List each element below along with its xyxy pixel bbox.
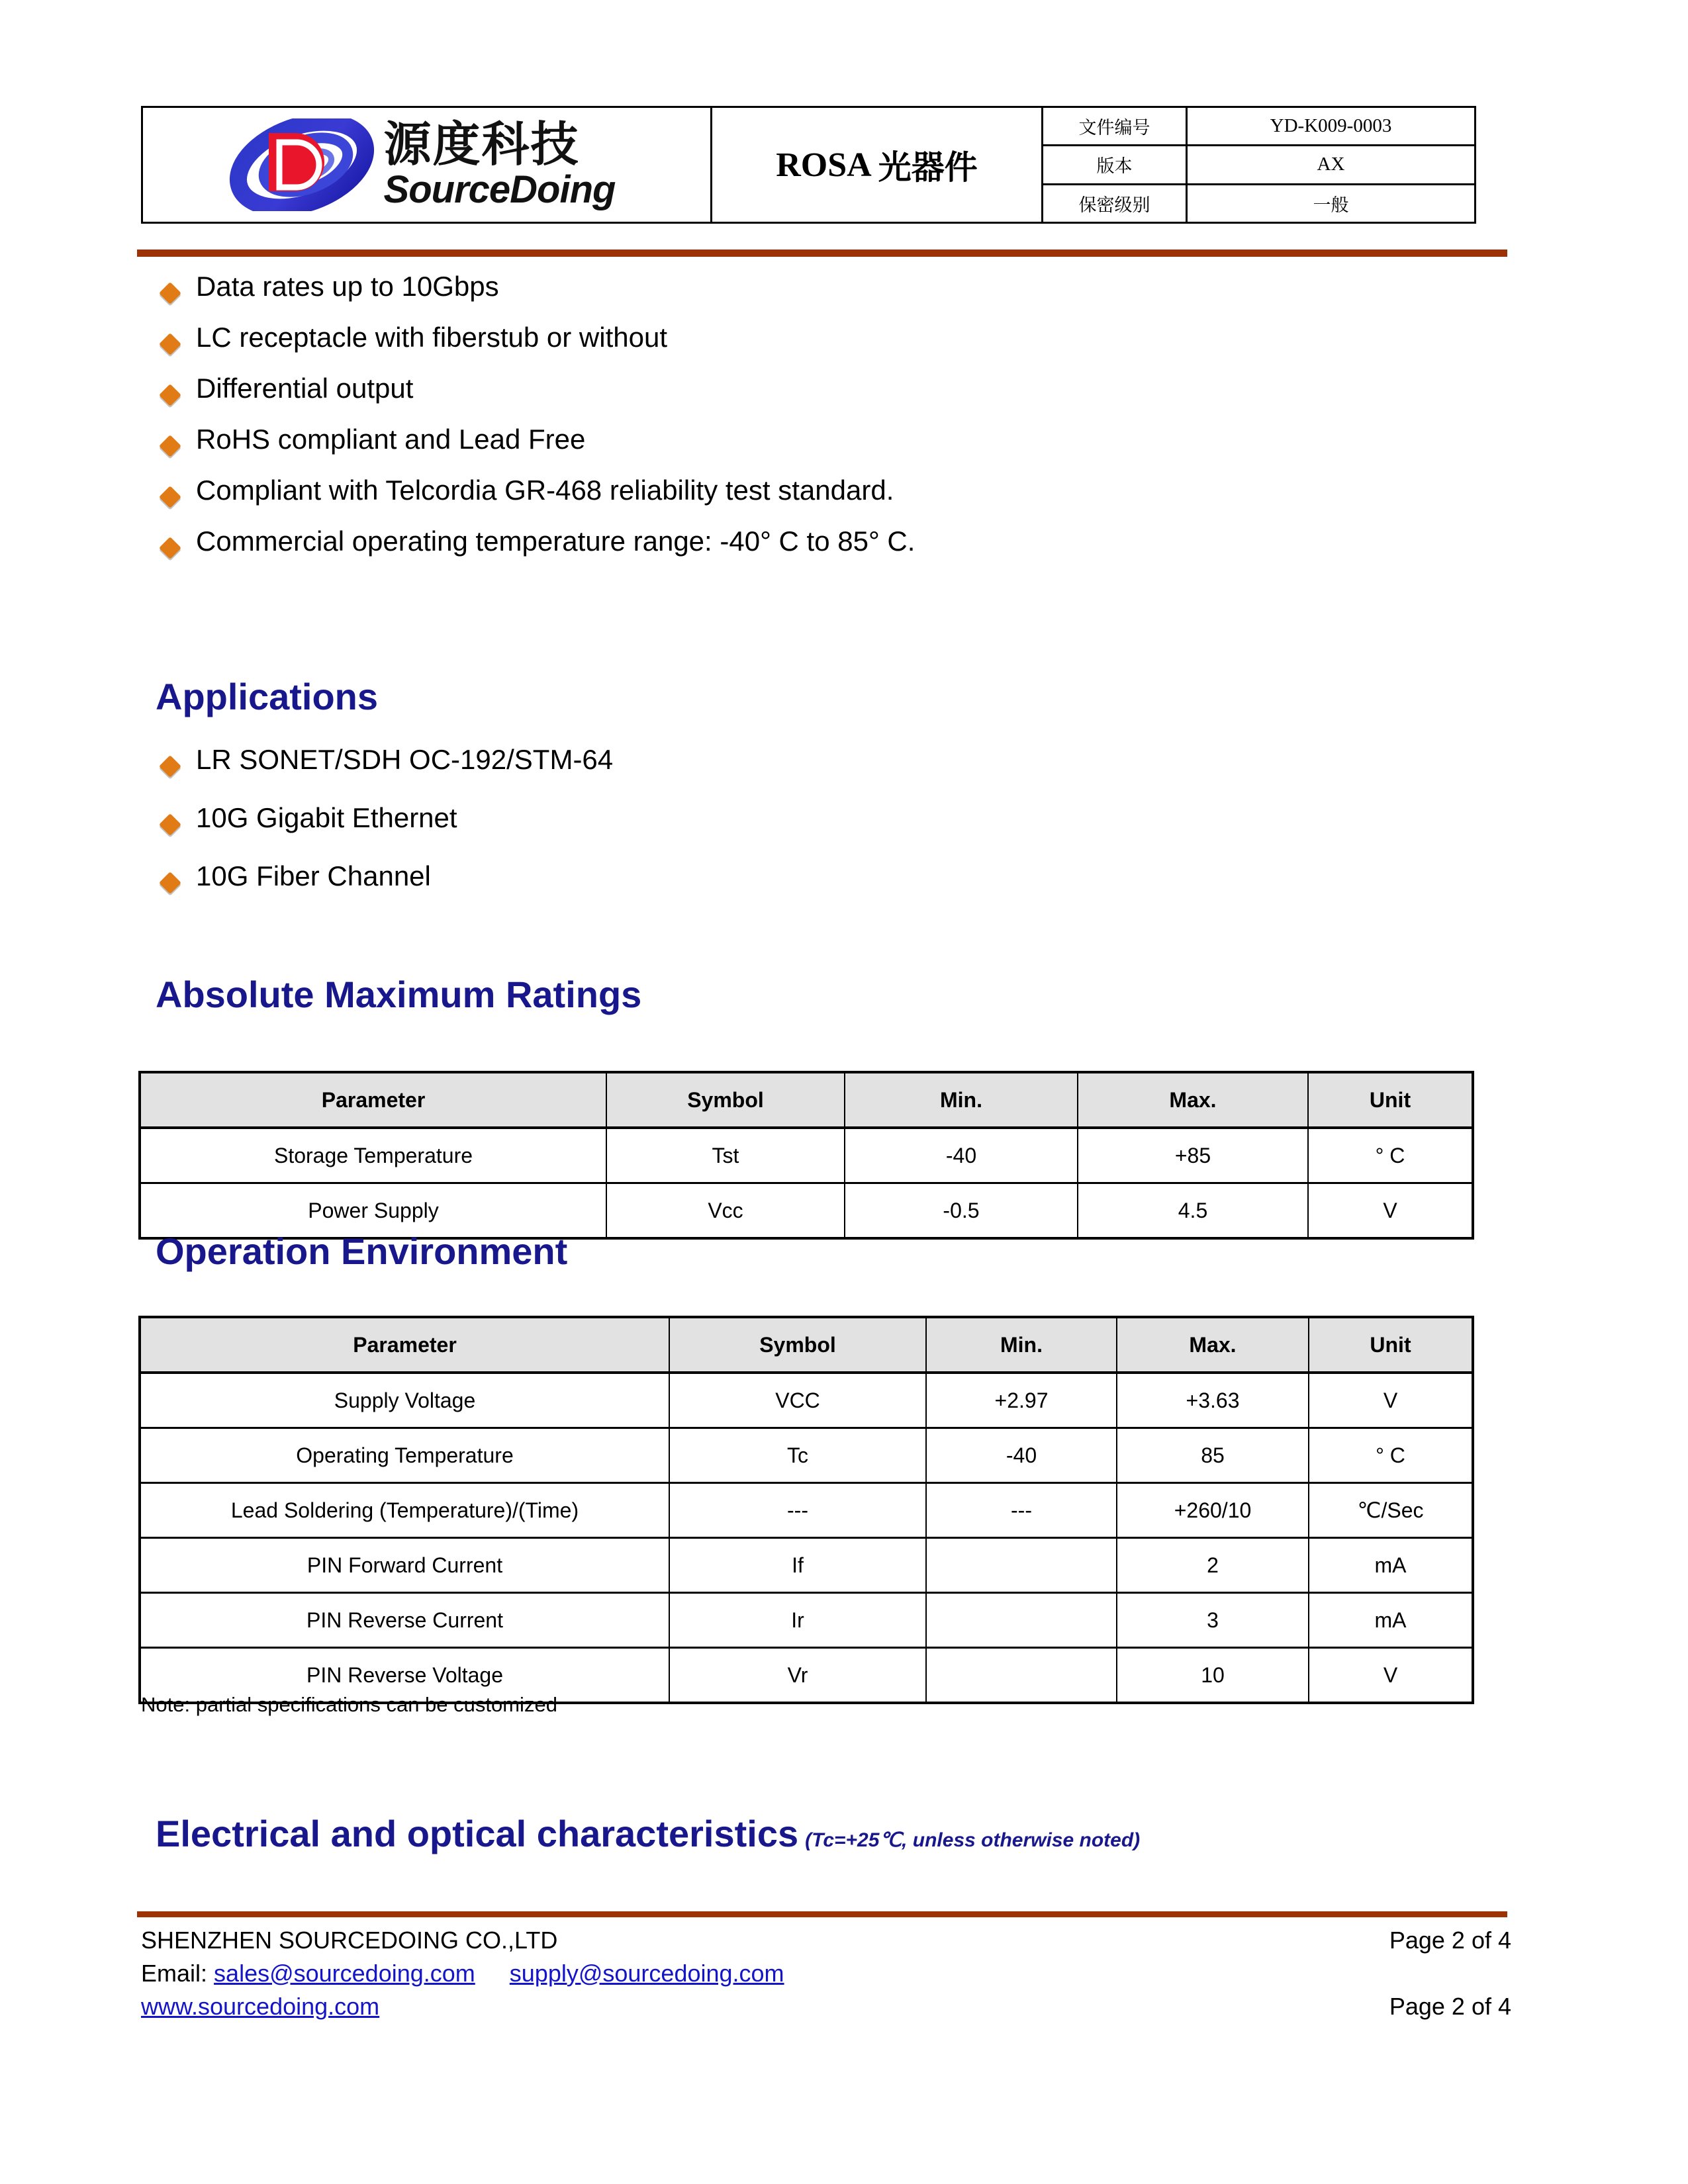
cell-symbol: If bbox=[669, 1538, 926, 1593]
features-bullet-list bbox=[159, 271, 915, 577]
footer-email-group bbox=[141, 1958, 784, 1989]
cell-symbol: Tc bbox=[669, 1428, 926, 1483]
application-text: 10G Gigabit Ethernet bbox=[196, 802, 457, 833]
cell-parameter: PIN Reverse Current bbox=[140, 1593, 669, 1648]
column-header-unit: Unit bbox=[1308, 1072, 1473, 1128]
page-footer bbox=[141, 1925, 1511, 2021]
column-header-symbol: Symbol bbox=[606, 1072, 845, 1128]
cell-unit: ℃/Sec bbox=[1309, 1483, 1473, 1538]
column-header-symbol: Symbol bbox=[669, 1317, 926, 1373]
diamond-bullet-icon bbox=[159, 282, 181, 304]
column-header-parameter: Parameter bbox=[140, 1072, 606, 1128]
cell-min: +2.97 bbox=[926, 1373, 1117, 1428]
doc-title-en: ROSA bbox=[776, 146, 872, 184]
applications-heading: Applications bbox=[156, 676, 379, 717]
table-header-row bbox=[140, 1317, 1473, 1373]
cell-unit: ° C bbox=[1308, 1128, 1473, 1183]
document-header-table bbox=[141, 106, 1476, 224]
table-row bbox=[140, 1373, 1473, 1428]
diamond-bullet-icon bbox=[159, 486, 181, 508]
cell-unit: mA bbox=[1309, 1593, 1473, 1648]
cell-parameter: Operating Temperature bbox=[140, 1428, 669, 1483]
diamond-bullet-icon bbox=[159, 333, 181, 355]
feature-text: Compliant with Telcordia GR-468 reliability test standard. bbox=[196, 475, 894, 506]
diamond-bullet-icon bbox=[159, 813, 181, 836]
feature-text: LC receptacle with fiberstub or without bbox=[196, 322, 668, 353]
cell-min bbox=[926, 1593, 1117, 1648]
operation-environment-heading: Operation Environment bbox=[156, 1230, 568, 1272]
meta-value-version: AX bbox=[1317, 154, 1345, 175]
cell-symbol: Ir bbox=[669, 1593, 926, 1648]
footer-row-company bbox=[141, 1925, 1511, 1956]
header-divider-rule bbox=[137, 250, 1507, 257]
feature-text: Data rates up to 10Gbps bbox=[196, 271, 499, 302]
cell-symbol: Vcc bbox=[606, 1183, 845, 1239]
diamond-bullet-icon bbox=[159, 435, 181, 457]
cell-max: +3.63 bbox=[1117, 1373, 1309, 1428]
application-text: LR SONET/SDH OC-192/STM-64 bbox=[196, 744, 614, 775]
header-meta-block bbox=[1043, 108, 1474, 222]
absolute-maximum-ratings-heading: Absolute Maximum Ratings bbox=[156, 974, 642, 1015]
column-header-max: Max. bbox=[1078, 1072, 1308, 1128]
cell-max: 4.5 bbox=[1078, 1183, 1308, 1239]
logo-chinese-name: 源度科技 bbox=[383, 116, 580, 172]
cell-symbol: Vr bbox=[669, 1648, 926, 1704]
cell-min: -0.5 bbox=[845, 1183, 1078, 1239]
cell-unit: V bbox=[1308, 1183, 1473, 1239]
meta-value-confidentiality: 一般 bbox=[1313, 195, 1349, 216]
column-header-unit: Unit bbox=[1309, 1317, 1473, 1373]
list-item bbox=[159, 526, 915, 577]
list-item bbox=[159, 861, 613, 919]
cell-min: -40 bbox=[845, 1128, 1078, 1183]
footer-page-number-top: Page 2 of 4 bbox=[1389, 1927, 1511, 1954]
logo-wordmark bbox=[383, 116, 616, 211]
diamond-bullet-icon bbox=[159, 384, 181, 406]
column-header-min: Min. bbox=[845, 1072, 1078, 1128]
electrical-optical-characteristics-heading bbox=[156, 1812, 1140, 1855]
operation-environment-table bbox=[138, 1316, 1474, 1704]
header-meta-row-version bbox=[1043, 146, 1474, 185]
list-item bbox=[159, 803, 613, 861]
footer-email-supply-link[interactable]: supply@sourcedoing.com bbox=[509, 1959, 784, 1987]
meta-label-version: 版本 bbox=[1043, 146, 1188, 183]
feature-text: Differential output bbox=[196, 373, 414, 404]
cell-max: 2 bbox=[1117, 1538, 1309, 1593]
sourcedoing-logo-icon bbox=[228, 118, 380, 211]
column-header-max: Max. bbox=[1117, 1317, 1309, 1373]
cell-parameter: Storage Temperature bbox=[140, 1128, 606, 1183]
cell-parameter: Power Supply bbox=[140, 1183, 606, 1239]
diamond-bullet-icon bbox=[159, 872, 181, 894]
diamond-bullet-icon bbox=[159, 537, 181, 559]
cell-parameter: Lead Soldering (Temperature)/(Time) bbox=[140, 1483, 669, 1538]
doc-title-cn: 光器件 bbox=[878, 148, 978, 187]
cell-max: +260/10 bbox=[1117, 1483, 1309, 1538]
header-meta-row-confidentiality bbox=[1043, 185, 1474, 222]
footer-company-name: SHENZHEN SOURCEDOING CO.,LTD bbox=[141, 1927, 558, 1954]
elec-opt-subnote: (Tc=+25℃, unless otherwise noted) bbox=[805, 1829, 1141, 1851]
table-row bbox=[140, 1483, 1473, 1538]
footer-row-website bbox=[141, 1993, 1511, 2021]
meta-label-docnumber: 文件编号 bbox=[1043, 108, 1188, 144]
table-row bbox=[140, 1128, 1473, 1183]
table-row bbox=[140, 1428, 1473, 1483]
list-item bbox=[159, 271, 915, 322]
meta-label-confidentiality: 保密级别 bbox=[1043, 185, 1188, 222]
applications-bullet-list bbox=[159, 745, 613, 919]
company-logo bbox=[228, 118, 616, 211]
table-row bbox=[140, 1593, 1473, 1648]
header-document-title bbox=[712, 108, 1043, 222]
cell-unit: ° C bbox=[1309, 1428, 1473, 1483]
elec-opt-heading-text: Electrical and optical characteristics bbox=[156, 1813, 799, 1854]
absolute-maximum-ratings-table bbox=[138, 1071, 1474, 1240]
logo-english-name: SourceDoing bbox=[383, 168, 616, 211]
cell-max: 3 bbox=[1117, 1593, 1309, 1648]
cell-parameter: PIN Forward Current bbox=[140, 1538, 669, 1593]
footer-website-link[interactable]: www.sourcedoing.com bbox=[141, 1993, 380, 2021]
list-item bbox=[159, 424, 915, 475]
footer-row-email bbox=[141, 1958, 1511, 1989]
feature-text: Commercial operating temperature range: -40° C to 85° C. bbox=[196, 525, 915, 557]
cell-max: 10 bbox=[1117, 1648, 1309, 1704]
meta-value-docnumber: YD-K009-0003 bbox=[1270, 115, 1392, 137]
cell-unit: V bbox=[1309, 1373, 1473, 1428]
cell-min: --- bbox=[926, 1483, 1117, 1538]
list-item bbox=[159, 373, 915, 424]
list-item bbox=[159, 322, 915, 373]
footer-email-label: Email: bbox=[141, 1959, 208, 1987]
table-header-row bbox=[140, 1072, 1473, 1128]
footer-email-sales-link[interactable]: sales@sourcedoing.com bbox=[214, 1959, 475, 1987]
application-text: 10G Fiber Channel bbox=[196, 860, 431, 891]
cell-symbol: --- bbox=[669, 1483, 926, 1538]
cell-symbol: VCC bbox=[669, 1373, 926, 1428]
feature-text: RoHS compliant and Lead Free bbox=[196, 424, 586, 455]
column-header-parameter: Parameter bbox=[140, 1317, 669, 1373]
footer-divider-rule bbox=[137, 1911, 1507, 1917]
diamond-bullet-icon bbox=[159, 755, 181, 778]
cell-symbol: Tst bbox=[606, 1128, 845, 1183]
table-row bbox=[140, 1538, 1473, 1593]
header-logo-cell bbox=[143, 108, 712, 222]
cell-parameter: Supply Voltage bbox=[140, 1373, 669, 1428]
table-note: Note: partial specifications can be customized bbox=[141, 1693, 557, 1716]
cell-min bbox=[926, 1538, 1117, 1593]
cell-min bbox=[926, 1648, 1117, 1704]
list-item bbox=[159, 745, 613, 803]
cell-min: -40 bbox=[926, 1428, 1117, 1483]
cell-max: +85 bbox=[1078, 1128, 1308, 1183]
cell-max: 85 bbox=[1117, 1428, 1309, 1483]
cell-unit: mA bbox=[1309, 1538, 1473, 1593]
cell-unit: V bbox=[1309, 1648, 1473, 1704]
header-meta-row-docnumber bbox=[1043, 108, 1474, 146]
footer-page-number-bottom: Page 2 of 4 bbox=[1389, 1993, 1511, 2021]
cell-parameter: PIN Reverse Voltage bbox=[140, 1648, 669, 1704]
list-item bbox=[159, 475, 915, 526]
column-header-min: Min. bbox=[926, 1317, 1117, 1373]
